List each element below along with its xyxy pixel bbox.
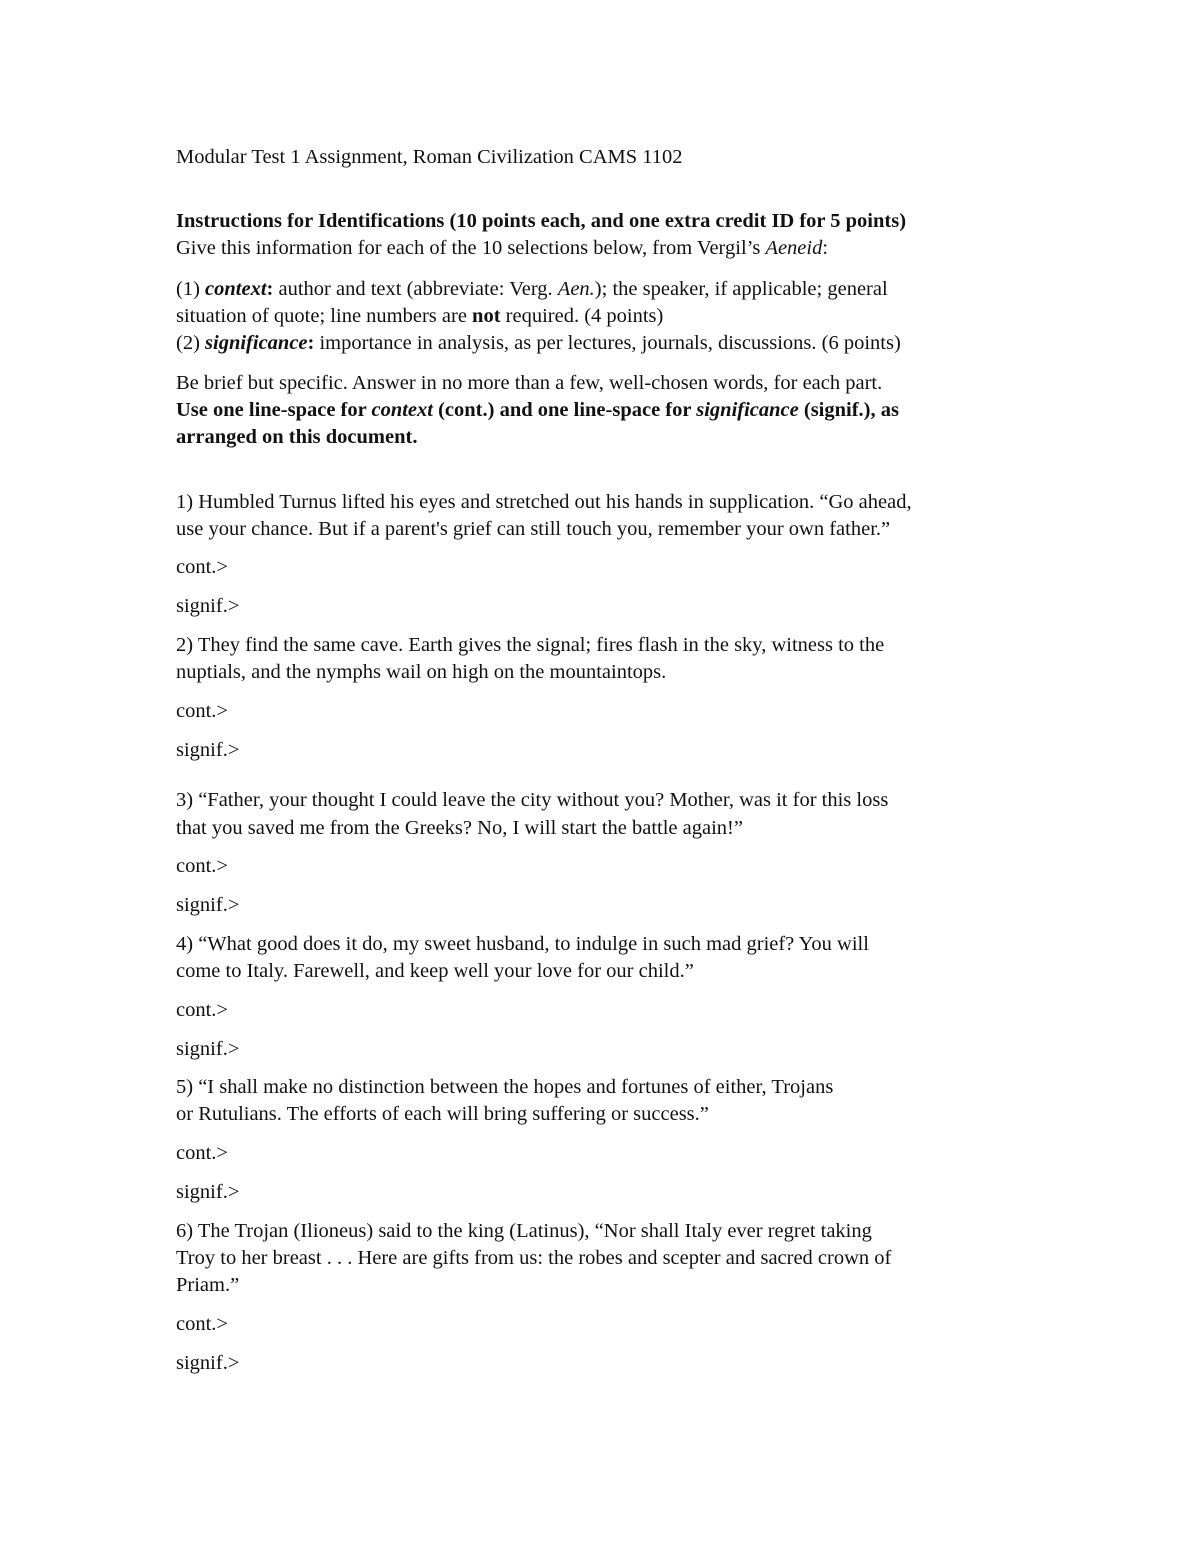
- question-2-line-1: 2) They find the same cave. Earth gives the signal; fires flash in the sky, witness to the: [176, 634, 885, 656]
- question-2-signif-label: signif.>: [176, 739, 240, 761]
- question-4-cont-label: cont.>: [176, 999, 228, 1021]
- question-5-signif-label: signif.>: [176, 1181, 240, 1203]
- term-significance: significance: [205, 332, 308, 354]
- instructions-brief: Be brief but specific. Answer in no more than a few, well-chosen words, for each part.: [176, 372, 883, 394]
- instructions-line-space: Use one line-space for context (cont.) and one line-space for significance (signif.), as: [176, 399, 899, 421]
- question-6-line-2: Troy to her breast . . . Here are gifts from us: the robes and scepter and sacred crown of: [176, 1247, 892, 1269]
- work-title: Aeneid: [765, 237, 823, 259]
- question-1-cont-label: cont.>: [176, 556, 228, 578]
- question-4-line-1: 4) “What good does it do, my sweet husband, to indulge in such mad grief? You will: [176, 933, 869, 955]
- question-2-cont-label: cont.>: [176, 700, 228, 722]
- question-3-cont-label: cont.>: [176, 855, 228, 877]
- question-6-line-1: 6) The Trojan (Ilioneus) said to the king (Latinus), “Nor shall Italy ever regret taking: [176, 1220, 872, 1242]
- instruction-item-significance: (2) significance: importance in analysis, as per lectures, journals, discussions. (6 points): [176, 332, 901, 354]
- question-6-line-3: Priam.”: [176, 1274, 240, 1296]
- question-5-line-1: 5) “I shall make no distinction between the hopes and fortunes of either, Trojans: [176, 1076, 834, 1098]
- question-3-line-1: 3) “Father, your thought I could leave the city without you? Mother, was it for this loss: [176, 789, 889, 811]
- instructions-give-info: Give this information for each of the 10 selections below, from Vergil’s Aeneid:: [176, 237, 829, 259]
- question-6-signif-label: signif.>: [176, 1352, 240, 1374]
- document-title: Modular Test 1 Assignment, Roman Civilization CAMS 1102: [176, 146, 683, 168]
- question-3-signif-label: signif.>: [176, 894, 240, 916]
- instruction-item-context-cont: situation of quote; line numbers are not required. (4 points): [176, 305, 664, 327]
- question-1-signif-label: signif.>: [176, 595, 240, 617]
- question-4-line-2: come to Italy. Farewell, and keep well your love for our child.”: [176, 960, 694, 982]
- instruction-item-context: (1) context: author and text (abbreviate: Verg. Aen.); the speaker, if applicable; general: [176, 278, 888, 300]
- question-6-cont-label: cont.>: [176, 1313, 228, 1335]
- question-1-line-1: 1) Humbled Turnus lifted his eyes and stretched out his hands in supplication. “Go ahead,: [176, 491, 912, 513]
- instructions-line-space-cont: arranged on this document.: [176, 426, 418, 448]
- question-5-cont-label: cont.>: [176, 1142, 228, 1164]
- question-3-line-2: that you saved me from the Greeks? No, I will start the battle again!”: [176, 817, 743, 839]
- question-1-line-2: use your chance. But if a parent's grief can still touch you, remember your own father.”: [176, 518, 891, 540]
- question-4-signif-label: signif.>: [176, 1038, 240, 1060]
- instructions-heading: Instructions for Identifications (10 points each, and one extra credit ID for 5 points): [176, 210, 907, 232]
- question-2-line-2: nuptials, and the nymphs wail on high on the mountaintops.: [176, 661, 667, 683]
- term-context: context: [205, 278, 267, 300]
- question-5-line-2: or Rutulians. The efforts of each will bring suffering or success.”: [176, 1103, 709, 1125]
